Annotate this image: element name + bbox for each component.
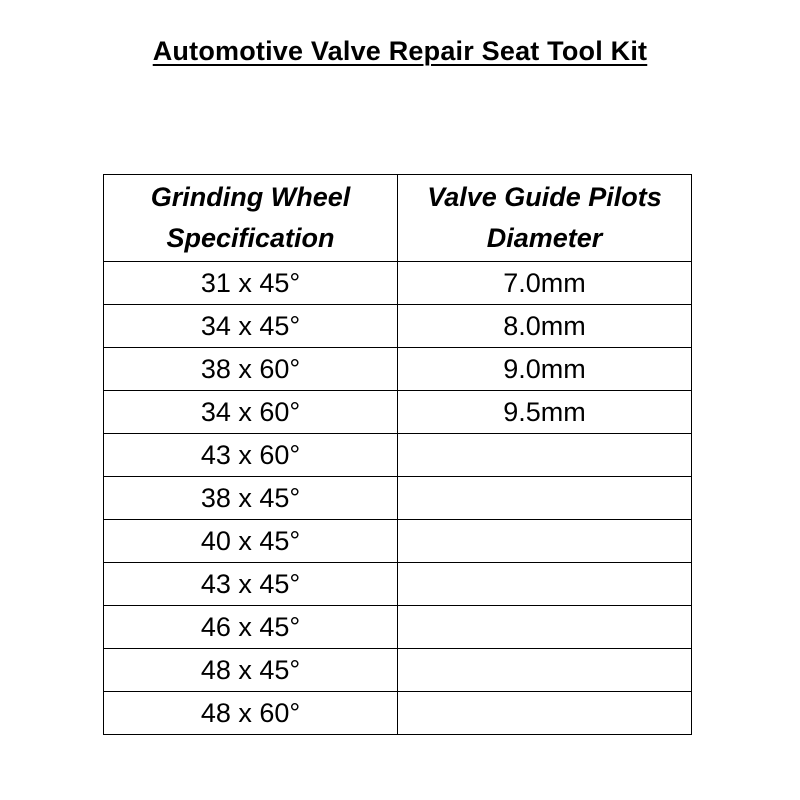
header-grinding-wheel-line1: Grinding Wheel xyxy=(150,182,351,212)
wheel-spec-cell: 43 x 45° xyxy=(104,563,398,606)
header-grinding-wheel-line2: Specification xyxy=(166,223,335,253)
table-row xyxy=(104,434,692,477)
table-row xyxy=(104,391,692,434)
pilot-diameter-cell xyxy=(398,477,692,520)
header-valve-guide-pilots-line1: Valve Guide Pilots xyxy=(427,182,662,212)
pilot-diameter-cell xyxy=(398,649,692,692)
wheel-spec-cell: 31 x 45° xyxy=(104,262,398,305)
header-grinding-wheel xyxy=(104,175,398,262)
header-valve-guide-pilots-line2: Diameter xyxy=(486,223,603,253)
pilot-diameter-cell xyxy=(398,520,692,563)
wheel-spec-cell: 48 x 45° xyxy=(104,649,398,692)
table-header-row xyxy=(104,175,692,262)
wheel-spec-cell: 48 x 60° xyxy=(104,692,398,735)
wheel-spec-cell: 38 x 60° xyxy=(104,348,398,391)
pilot-diameter-cell xyxy=(398,434,692,477)
table-row xyxy=(104,606,692,649)
wheel-spec-cell: 43 x 60° xyxy=(104,434,398,477)
pilot-diameter-cell: 7.0mm xyxy=(398,262,692,305)
table-row xyxy=(104,305,692,348)
table-row xyxy=(104,348,692,391)
wheel-spec-cell: 40 x 45° xyxy=(104,520,398,563)
table-row xyxy=(104,692,692,735)
wheel-spec-cell: 34 x 45° xyxy=(104,305,398,348)
header-valve-guide-pilots xyxy=(398,175,692,262)
wheel-spec-cell: 38 x 45° xyxy=(104,477,398,520)
pilot-diameter-cell: 8.0mm xyxy=(398,305,692,348)
page-title: Automotive Valve Repair Seat Tool Kit xyxy=(152,36,648,66)
pilot-diameter-cell xyxy=(398,692,692,735)
table-row xyxy=(104,649,692,692)
table-row xyxy=(104,563,692,606)
pilot-diameter-cell: 9.5mm xyxy=(398,391,692,434)
table-row xyxy=(104,520,692,563)
pilot-diameter-cell xyxy=(398,606,692,649)
table-row xyxy=(104,477,692,520)
wheel-spec-cell: 34 x 60° xyxy=(104,391,398,434)
pilot-diameter-cell xyxy=(398,563,692,606)
table-row xyxy=(104,262,692,305)
spec-table xyxy=(103,174,692,735)
wheel-spec-cell: 46 x 45° xyxy=(104,606,398,649)
pilot-diameter-cell: 9.0mm xyxy=(398,348,692,391)
